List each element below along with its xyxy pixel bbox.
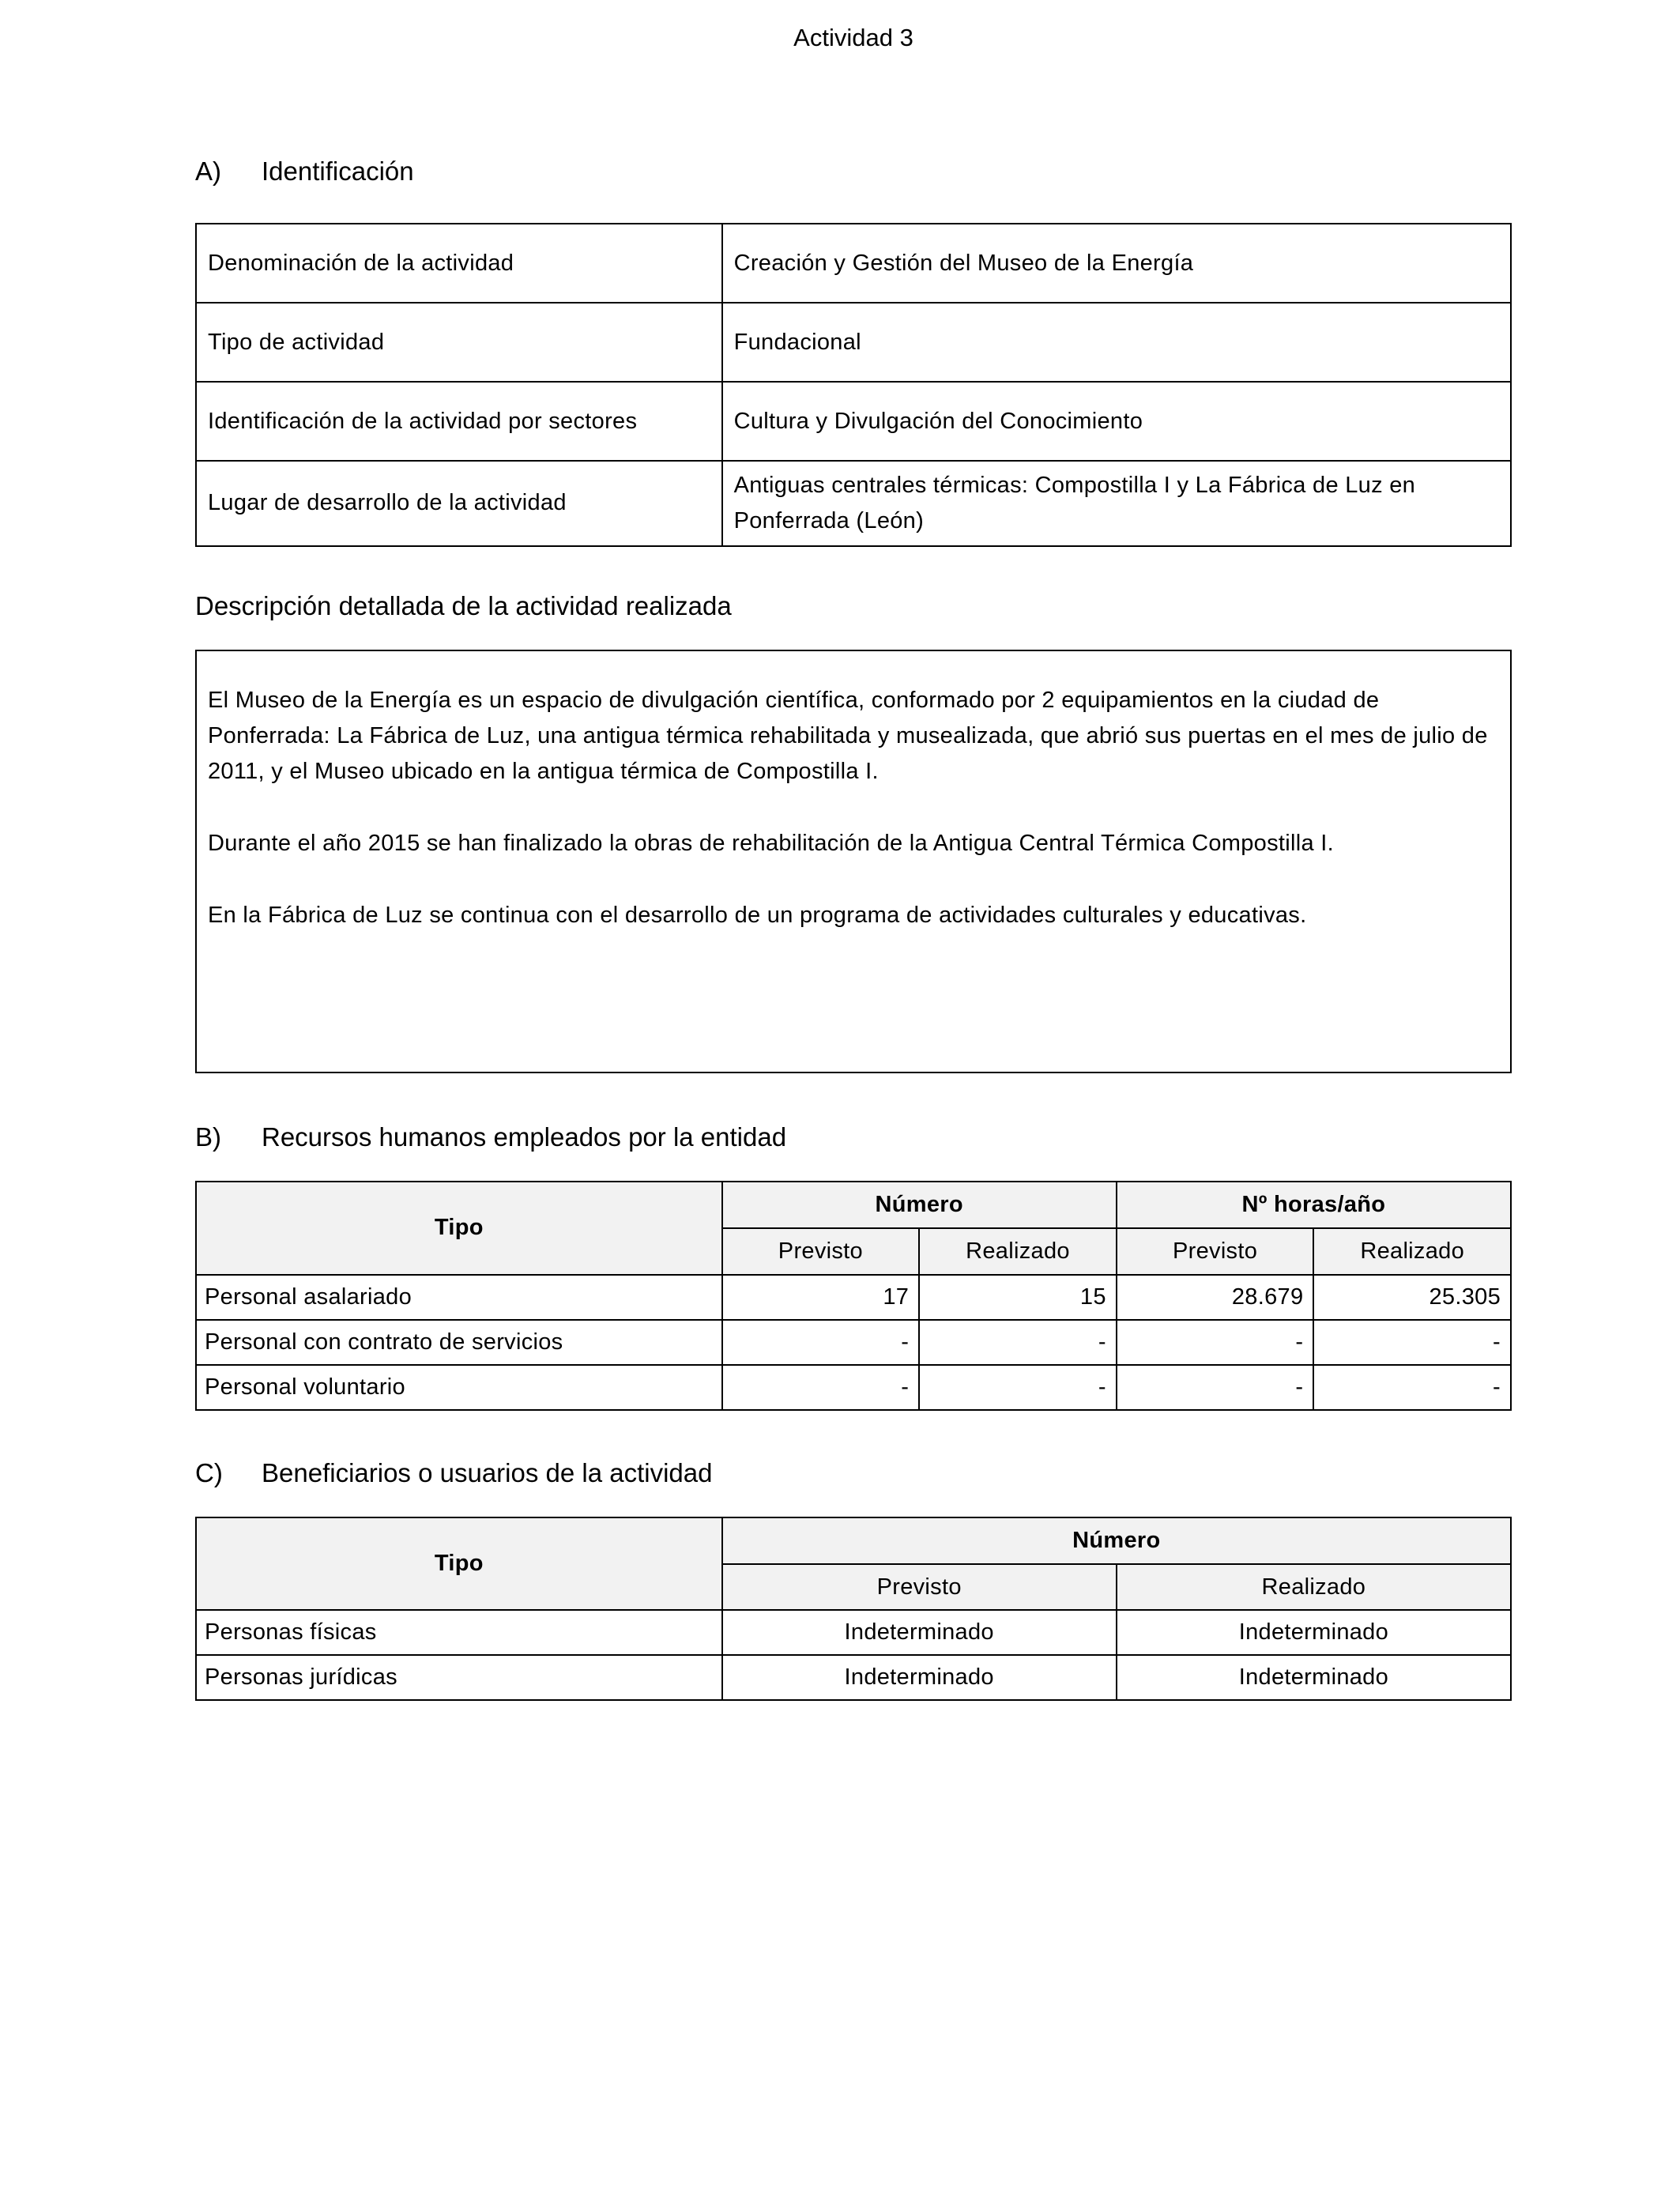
section-a-heading bbox=[195, 156, 1512, 187]
row-value: Creación y Gestión del Museo de la Energía bbox=[722, 224, 1511, 303]
table-row bbox=[196, 303, 1511, 382]
row-label: Identificación de la actividad por sectores bbox=[196, 382, 722, 461]
column-header-tipo: Tipo bbox=[196, 1517, 722, 1611]
cell-numero-previsto: - bbox=[722, 1320, 920, 1365]
table-header-row bbox=[196, 1517, 1511, 1564]
human-resources-table bbox=[195, 1181, 1512, 1411]
cell-realizado: Indeterminado bbox=[1117, 1655, 1511, 1700]
section-b-title: Recursos humanos empleados por la entidad bbox=[262, 1122, 787, 1152]
cell-realizado: Indeterminado bbox=[1117, 1610, 1511, 1655]
section-c-letter: C) bbox=[195, 1457, 223, 1487]
beneficiaries-table bbox=[195, 1517, 1512, 1702]
description-paragraph: En la Fábrica de Luz se continua con el desarrollo de un programa de actividades culturales y educativas. bbox=[208, 902, 1307, 928]
description-paragraph: El Museo de la Energía es un espacio de divulgación científica, conformado por 2 equipamientos en la ciudad de Ponferrada: La Fábrica de Luz, una antigua térmica rehabilitada y musealizada, que abrió sus puertas en el mes de julio de 2011, y el Museo ubicado en la antigua térmica de Compostilla I. bbox=[208, 687, 1488, 784]
cell-numero-realizado: 15 bbox=[919, 1275, 1117, 1320]
column-header-tipo: Tipo bbox=[196, 1182, 722, 1275]
cell-tipo: Personal voluntario bbox=[196, 1365, 722, 1410]
cell-horas-previsto: - bbox=[1117, 1320, 1314, 1365]
page-title: Actividad 3 bbox=[793, 24, 913, 51]
cell-numero-realizado: - bbox=[919, 1365, 1117, 1410]
description-box bbox=[195, 650, 1512, 1073]
section-c-heading bbox=[195, 1458, 1512, 1488]
row-label: Lugar de desarrollo de la actividad bbox=[196, 461, 722, 546]
column-header-numero: Número bbox=[722, 1517, 1511, 1564]
row-label: Tipo de actividad bbox=[196, 303, 722, 382]
cell-horas-previsto: 28.679 bbox=[1117, 1275, 1314, 1320]
subheader-previsto: Previsto bbox=[722, 1228, 920, 1275]
table-row bbox=[196, 1320, 1511, 1365]
cell-tipo: Personal con contrato de servicios bbox=[196, 1320, 722, 1365]
column-header-numero: Número bbox=[722, 1182, 1117, 1228]
table-row bbox=[196, 1365, 1511, 1410]
table-header-row bbox=[196, 1182, 1511, 1228]
cell-horas-previsto: - bbox=[1117, 1365, 1314, 1410]
table-row bbox=[196, 1275, 1511, 1320]
cell-numero-previsto: - bbox=[722, 1365, 920, 1410]
column-header-horas: Nº horas/año bbox=[1117, 1182, 1511, 1228]
row-value: Fundacional bbox=[722, 303, 1511, 382]
subheader-realizado: Realizado bbox=[1117, 1564, 1511, 1611]
cell-horas-realizado: - bbox=[1313, 1365, 1511, 1410]
table-row bbox=[196, 461, 1511, 546]
section-b-letter: B) bbox=[195, 1122, 221, 1152]
cell-previsto: Indeterminado bbox=[722, 1610, 1117, 1655]
row-value: Antiguas centrales térmicas: Compostilla I y La Fábrica de Luz en Ponferrada (León) bbox=[722, 461, 1511, 546]
cell-previsto: Indeterminado bbox=[722, 1655, 1117, 1700]
table-row bbox=[196, 224, 1511, 303]
row-value: Cultura y Divulgación del Conocimiento bbox=[722, 382, 1511, 461]
cell-tipo: Personal asalariado bbox=[196, 1275, 722, 1320]
description-paragraph: Durante el año 2015 se han finalizado la obras de rehabilitación de la Antigua Central Térmica Compostilla I. bbox=[208, 830, 1334, 856]
section-b-heading bbox=[195, 1122, 1512, 1152]
cell-tipo: Personas jurídicas bbox=[196, 1655, 722, 1700]
cell-tipo: Personas físicas bbox=[196, 1610, 722, 1655]
cell-numero-realizado: - bbox=[919, 1320, 1117, 1365]
row-label: Denominación de la actividad bbox=[196, 224, 722, 303]
subheader-realizado: Realizado bbox=[1313, 1228, 1511, 1275]
section-a-letter: A) bbox=[195, 156, 221, 186]
section-a-title: Identificación bbox=[262, 156, 414, 186]
section-c-title: Beneficiarios o usuarios de la actividad bbox=[262, 1457, 713, 1487]
subheader-realizado: Realizado bbox=[919, 1228, 1117, 1275]
cell-horas-realizado: 25.305 bbox=[1313, 1275, 1511, 1320]
table-row bbox=[196, 1610, 1511, 1655]
subheader-previsto: Previsto bbox=[722, 1564, 1117, 1611]
cell-horas-realizado: - bbox=[1313, 1320, 1511, 1365]
description-heading: Descripción detallada de la actividad realizada bbox=[195, 590, 732, 620]
table-row bbox=[196, 1655, 1511, 1700]
subheader-previsto: Previsto bbox=[1117, 1228, 1314, 1275]
cell-numero-previsto: 17 bbox=[722, 1275, 920, 1320]
table-row bbox=[196, 382, 1511, 461]
identification-table bbox=[195, 223, 1512, 547]
